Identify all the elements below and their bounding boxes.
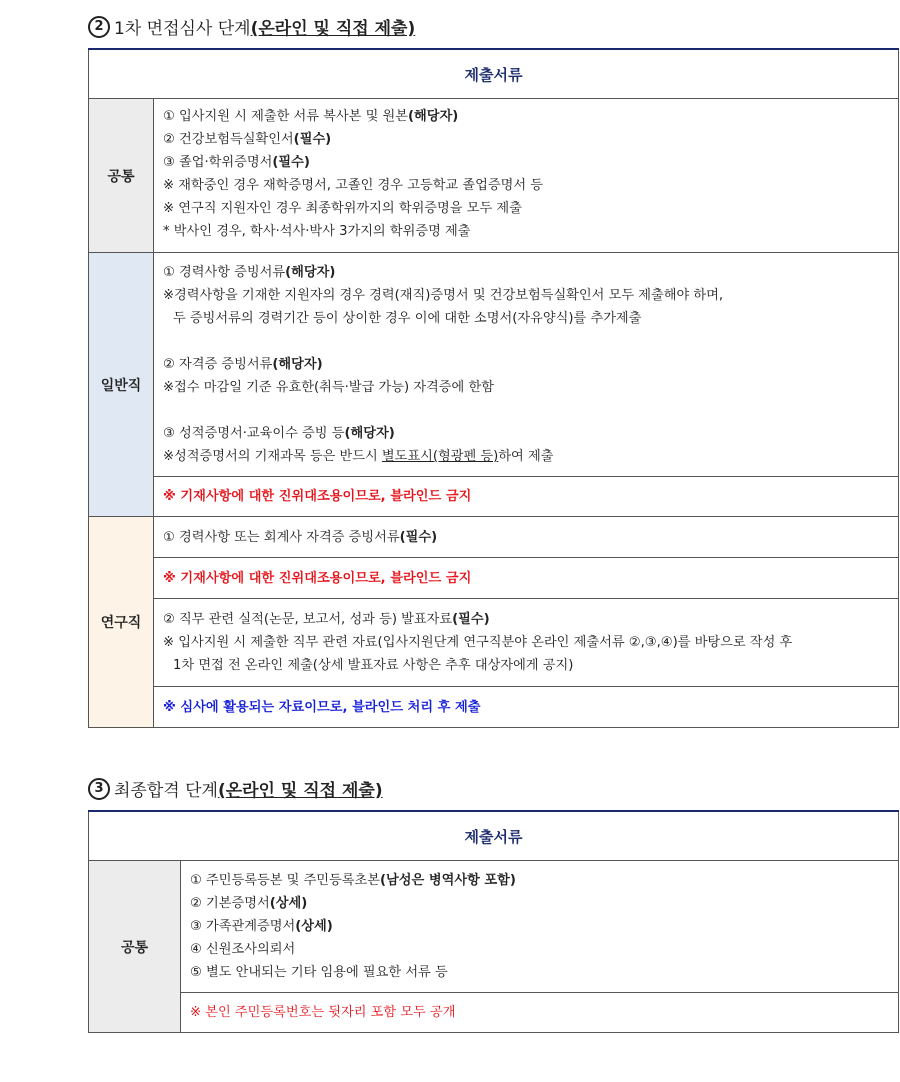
row-final-common	[89, 861, 899, 993]
section3-title	[88, 776, 383, 801]
list-item: ※ 연구직 지원자인 경우 최종학위까지의 학위증명을 모두 제출	[163, 201, 522, 216]
research-item2	[154, 599, 899, 687]
category-common: 공통	[89, 99, 154, 253]
list-item: ② 직무 관련 실적(논문, 보고서, 성과 등) 발표자료(필수)	[163, 612, 490, 627]
section3-title-plain: 최종합격 단계	[114, 781, 218, 801]
general-content	[154, 253, 899, 477]
category-final-common: 공통	[89, 861, 181, 1033]
final-common-content	[181, 861, 899, 993]
research-item1: ① 경력사항 또는 회계사 자격증 증빙서류(필수)	[154, 517, 899, 558]
note: ※ 입사지원 시 제출한 직무 관련 자료(입사지원단계 연구직분야 온라인 제출서류 ②,③,④)를 바탕으로 작성 후	[163, 635, 793, 650]
row-research	[89, 517, 899, 558]
list-item: ③ 성적증명서·교육이수 증빙 등(해당자)	[163, 426, 395, 441]
category-general: 일반직	[89, 253, 154, 517]
section3-title-bold: (온라인 및 직접 제출)	[217, 781, 383, 801]
note: 1차 면접 전 온라인 제출(상세 발표자료 사항은 추후 대상자에게 공지)	[173, 658, 574, 673]
table-header: 제출서류	[89, 49, 899, 99]
table-header-row	[89, 49, 899, 99]
common-content	[154, 99, 899, 253]
list-item: ② 자격증 증빙서류(해당자)	[163, 357, 323, 372]
final-warning: ※ 본인 주민등록번호는 뒷자리 포함 모두 공개	[181, 993, 899, 1033]
row-general-warning	[89, 477, 899, 517]
row-research-warning2	[89, 687, 899, 728]
list-item: ② 기본증명서(상세)	[190, 896, 308, 911]
table-header-row	[89, 811, 899, 861]
section2-title-plain: 1차 면접심사 단계	[114, 19, 251, 39]
general-warning: ※ 기재사항에 대한 진위대조용이므로, 블라인드 금지	[154, 477, 899, 517]
row-final-warning	[89, 993, 899, 1033]
note: ※성적증명서의 기재과목 등은 반드시 별도표시(형광펜 등)하여 제출	[163, 449, 554, 464]
list-item: ① 입사지원 시 제출한 서류 복사본 및 원본(해당자)	[163, 109, 459, 124]
category-research: 연구직	[89, 517, 154, 728]
row-research-warning1	[89, 558, 899, 599]
row-common	[89, 99, 899, 253]
list-item: ① 경력사항 증빙서류(해당자)	[163, 265, 336, 280]
note: 두 증빙서류의 경력기간 등이 상이한 경우 이에 대한 소명서(자유양식)를 추가제출	[173, 311, 642, 326]
section2-number: 2	[88, 16, 110, 38]
list-item: ⑤ 별도 안내되는 기타 임용에 필요한 서류 등	[190, 965, 448, 980]
research-warning2: ※ 심사에 활용되는 자료이므로, 블라인드 처리 후 제출	[154, 687, 899, 728]
row-general	[89, 253, 899, 477]
list-item: ③ 가족관계증명서(상세)	[190, 919, 333, 934]
section3-number: 3	[88, 778, 110, 800]
section2-table	[88, 48, 899, 728]
table-header: 제출서류	[89, 811, 899, 861]
section2-title-bold: (온라인 및 직접 제출)	[250, 19, 416, 39]
section2-title	[88, 14, 415, 39]
note: ※경력사항을 기재한 지원자의 경우 경력(재직)증명서 및 건강보험득실확인서 모두 제출해야 하며,	[163, 288, 724, 303]
list-item: ① 주민등록등본 및 주민등록초본(남성은 병역사항 포함)	[190, 873, 516, 888]
list-item: * 박사인 경우, 학사·석사·박사 3가지의 학위증명 제출	[163, 224, 471, 239]
list-item: ④ 신원조사의뢰서	[190, 942, 296, 957]
list-item: ③ 졸업·학위증명서(필수)	[163, 155, 310, 170]
row-research-item2	[89, 599, 899, 687]
list-item: ※ 재학중인 경우 재학증명서, 고졸인 경우 고등학교 졸업증명서 등	[163, 178, 543, 193]
list-item: ② 건강보험득실확인서(필수)	[163, 132, 332, 147]
research-warning1: ※ 기재사항에 대한 진위대조용이므로, 블라인드 금지	[154, 558, 899, 599]
note: ※접수 마감일 기준 유효한(취득·발급 가능) 자격증에 한함	[163, 380, 494, 395]
section3-table	[88, 810, 899, 1033]
